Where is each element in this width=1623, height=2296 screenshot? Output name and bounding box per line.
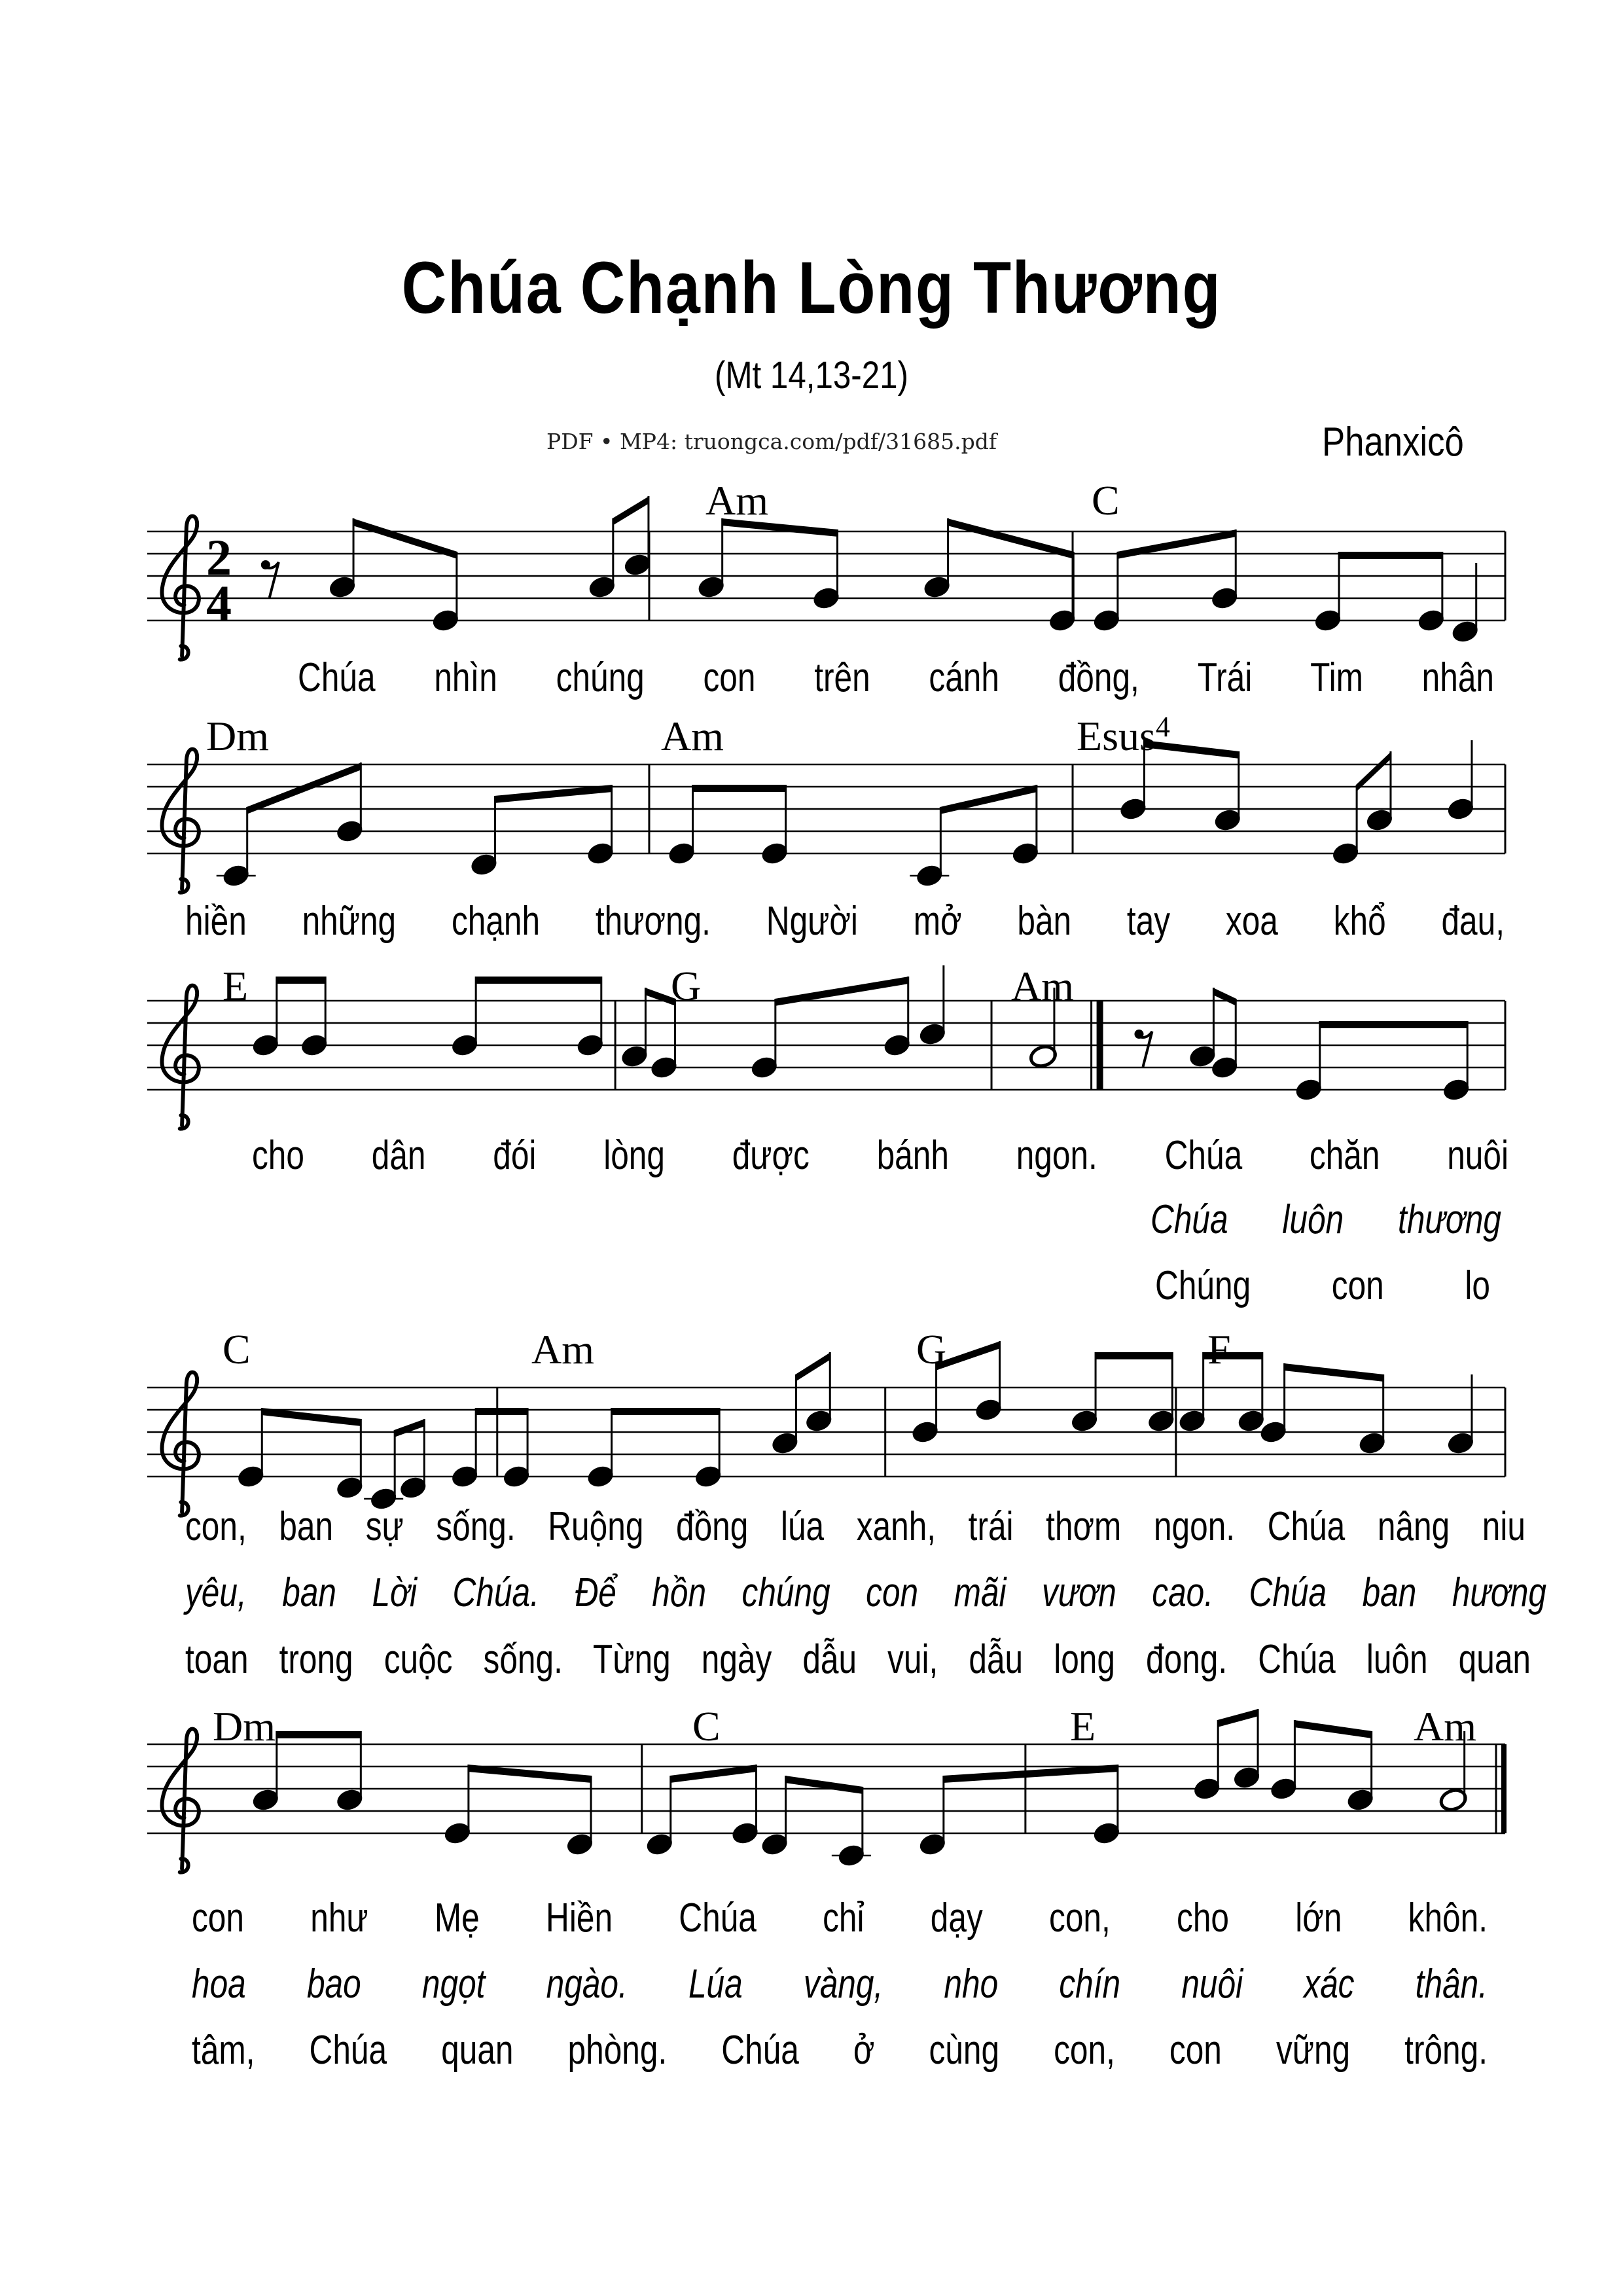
chord-symbol: C	[1092, 477, 1120, 524]
lyric-line-verse2: Chúa luôn thương	[1150, 1197, 1501, 1242]
chord-symbol: Am	[1414, 1703, 1476, 1749]
eighth-rest-icon	[1139, 1031, 1152, 1067]
chord-symbol: E	[223, 963, 249, 1009]
lyric-line: con như Mẹ Hiền Chúa chỉ dạy con, cho lớn khôn.	[192, 1895, 1488, 1941]
source-link[interactable]: PDF • MP4: truongca.com/pdf/31685.pdf	[546, 429, 997, 454]
note-beam	[276, 977, 326, 984]
lyric-line: hiền những chạnh thương. Người mở bàn tay xoa khổ đau,	[185, 899, 1505, 944]
chord-symbol: G	[671, 963, 702, 1009]
chord-extension: 4	[1155, 711, 1170, 743]
note-beam	[475, 1408, 528, 1415]
lyric-line: cho dân đói lòng được bánh ngon. Chúa chăn nuôi	[252, 1133, 1508, 1178]
song-title: Chúa Chạnh Lòng Thương	[401, 247, 1222, 329]
lyric-line-verse2: hoa bao ngọt ngào. Lúa vàng, nho chín nuôi xác thân.	[192, 1962, 1488, 2007]
treble-clef-icon	[162, 1372, 199, 1516]
time-signature-top: 2	[206, 529, 232, 586]
time-signature-bottom: 4	[206, 575, 232, 632]
lyric-line: Chúa nhìn chúng con trên cánh đồng, Trái Tim nhân	[298, 655, 1494, 700]
note-beam	[785, 1776, 863, 1794]
note-beam	[948, 518, 1075, 559]
chord-symbol: E	[1070, 1703, 1096, 1749]
note-beam	[353, 518, 457, 559]
chord-symbol: Dm	[206, 713, 269, 759]
note-beam	[613, 496, 649, 526]
note-beam	[1217, 1709, 1258, 1727]
lyric-line-verse2: yêu, ban Lời Chúa. Để hồn chúng con mãi vươn cao. Chúa ban hương	[185, 1570, 1546, 1615]
lyric-line-verse3: tâm, Chúa quan phòng. Chúa ở cùng con, con vững trông.	[192, 2028, 1488, 2073]
chord-symbol: Am	[1011, 963, 1074, 1009]
chord-symbol: Am	[531, 1326, 594, 1372]
note-beam	[1213, 988, 1236, 1006]
note-beam	[692, 785, 787, 792]
note-beam	[475, 977, 602, 984]
final-barline	[1501, 1744, 1507, 1833]
treble-clef-icon	[162, 986, 199, 1129]
note-beam	[1284, 1363, 1384, 1382]
scripture-reference: (Mt 14,13-21)	[715, 354, 908, 397]
treble-clef-icon	[162, 749, 199, 893]
eighth-rest-icon	[266, 562, 279, 598]
note-beam	[611, 1408, 721, 1415]
note-beam	[1319, 1021, 1468, 1028]
chord-symbol	[1077, 711, 1170, 759]
note-beam	[1356, 751, 1391, 792]
treble-clef-icon	[162, 516, 199, 660]
chord-symbol: C	[223, 1326, 251, 1372]
lyric-line-verse3: toan trong cuộc sống. Từng ngày dẫu vui, dẫu long đong. Chúa luôn quan	[185, 1637, 1531, 1682]
note-beam	[1338, 552, 1443, 559]
chord-symbol: C	[692, 1703, 721, 1749]
note-beam	[1294, 1720, 1372, 1738]
chord-symbol: F	[1207, 1326, 1231, 1372]
note-beam	[795, 1352, 830, 1382]
note-beam	[1095, 1352, 1173, 1359]
lyric-line: con, ban sự sống. Ruộng đồng lúa xanh, trái thơm ngon. Chúa nâng niu	[185, 1504, 1525, 1549]
composer-name: Phanxicô	[1322, 420, 1464, 465]
note-beam	[247, 762, 362, 814]
chord-symbol: G	[916, 1326, 947, 1372]
chord-root: Esus	[1077, 713, 1156, 759]
chord-symbol: Am	[661, 713, 724, 759]
note-beam	[276, 1731, 362, 1738]
note-beam	[394, 1419, 425, 1437]
chord-symbol: Am	[705, 477, 768, 524]
chord-symbol: Dm	[213, 1703, 276, 1749]
double-barline	[1097, 1001, 1103, 1090]
treble-clef-icon	[162, 1729, 199, 1873]
lyric-line-verse3: Chúng con lo	[1155, 1263, 1490, 1308]
